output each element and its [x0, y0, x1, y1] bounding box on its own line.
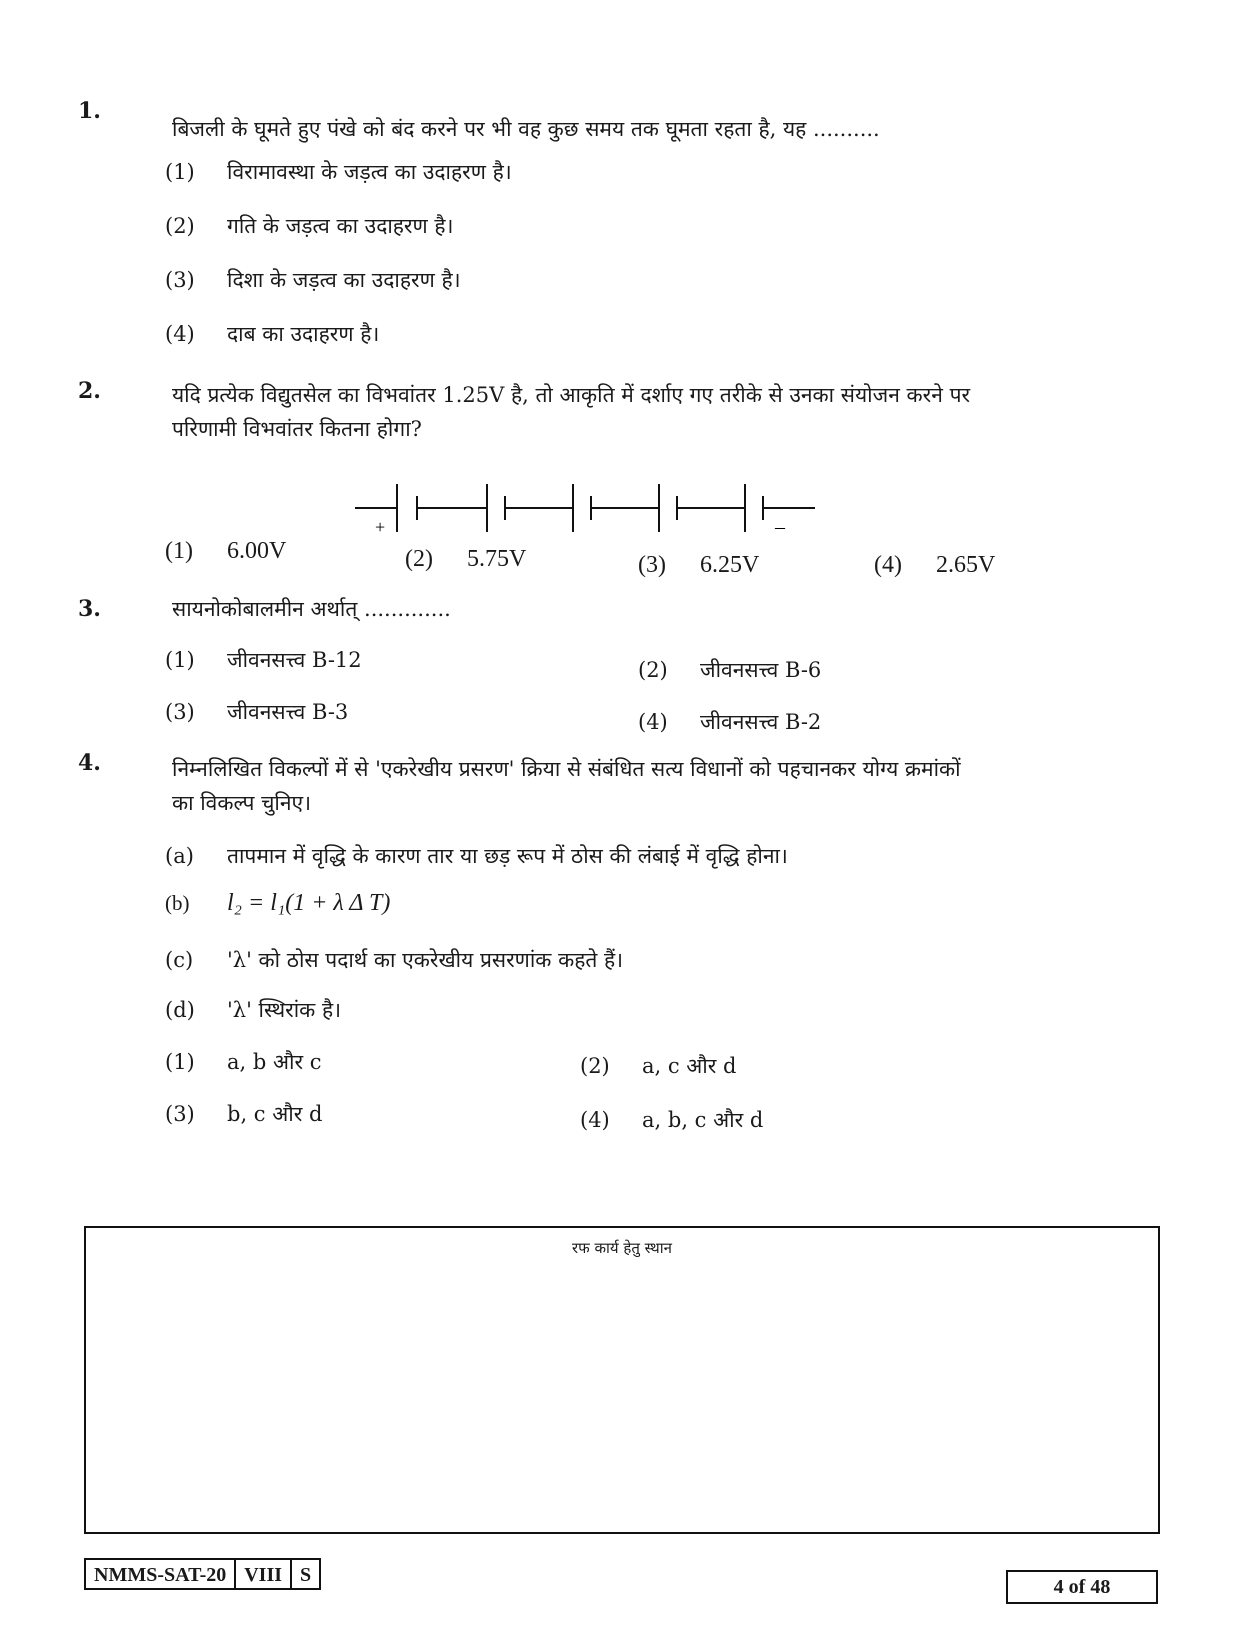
q4-option-1: (1) a, b और c — [165, 1050, 322, 1074]
question-1-text: बिजली के घूमते हुए पंखे को बंद करने पर भी वह कुछ समय तक घूमता रहता है, यह .......... — [172, 117, 880, 141]
q1-option-4: (4) दाब का उदाहरण है। — [165, 322, 380, 346]
q3-option-4: (4) जीवनसत्त्व B-2 — [638, 710, 822, 734]
footer-code: NMMS-SAT-20 — [86, 1560, 236, 1588]
question-3-number: 3. — [78, 596, 101, 622]
question-4-text-line2: का विकल्प चुनिए। — [172, 791, 312, 815]
q3-option-3: (3) जीवनसत्त्व B-3 — [165, 700, 349, 724]
question-4-text-line1: निम्नलिखित विकल्पों में से 'एकरेखीय प्रसरण' क्रिया से संबंधित सत्य विधानों को पहचानकर योग्य क्रमांकों — [172, 757, 961, 781]
q4-statement-c: (c) 'λ' को ठोस पदार्थ का एकरेखीय प्रसरणांक कहते हैं। — [165, 948, 624, 972]
rough-work-box — [84, 1226, 1160, 1534]
q2-option-1: (1) 6.00V — [165, 538, 287, 564]
q4-option-4: (4) a, b, c और d — [580, 1108, 764, 1132]
q4-option-2: (2) a, c और d — [580, 1054, 737, 1078]
q4-statement-a: (a) तापमान में वृद्धि के कारण तार या छड़ रूप में ठोस की लंबाई में वृद्धि होना। — [165, 844, 788, 868]
question-2-number: 2. — [78, 378, 101, 404]
footer-paper-code — [84, 1558, 321, 1590]
q2-option-2: (2) 5.75V — [405, 546, 527, 572]
question-4-number: 4. — [78, 750, 101, 776]
question-2-text-line1: यदि प्रत्येक विद्युतसेल का विभवांतर 1.25V है, तो आकृति में दर्शाए गए तरीके से उनका संयोजन करने पर — [172, 383, 971, 407]
q2-option-3: (3) 6.25V — [638, 552, 760, 578]
q1-option-3: (3) दिशा के जड़त्व का उदाहरण है। — [165, 268, 461, 292]
footer-set: S — [300, 1564, 312, 1586]
q1-option-1: (1) विरामावस्था के जड़त्व का उदाहरण है। — [165, 160, 512, 184]
footer-class: VIII — [236, 1560, 292, 1588]
question-1-number: 1. — [78, 98, 101, 124]
q3-option-1: (1) जीवनसत्त्व B-12 — [165, 648, 362, 672]
rough-work-label: रफ कार्य हेतु स्थान — [572, 1239, 672, 1257]
footer-page-number: 4 of 48 — [1006, 1570, 1158, 1604]
q3-option-2: (2) जीवनसत्त्व B-6 — [638, 658, 822, 682]
q4-statement-d: (d) 'λ' स्थिरांक है। — [165, 998, 342, 1022]
q2-option-4: (4) 2.65V — [874, 552, 996, 578]
question-3-text: सायनोकोबालमीन अर्थात् ............. — [172, 597, 451, 621]
q1-option-2: (2) गति के जड़त्व का उदाहरण है। — [165, 214, 454, 238]
minus-terminal-label: – — [775, 516, 785, 538]
plus-terminal-label: + — [375, 517, 386, 537]
battery-circuit-diagram — [355, 478, 825, 548]
q4-statement-b: (b) l₂ = l₁(1 + λ Δ T) — [165, 890, 391, 916]
q4-option-3: (3) b, c और d — [165, 1102, 323, 1126]
question-2-text-line2: परिणामी विभवांतर कितना होगा? — [172, 417, 422, 441]
